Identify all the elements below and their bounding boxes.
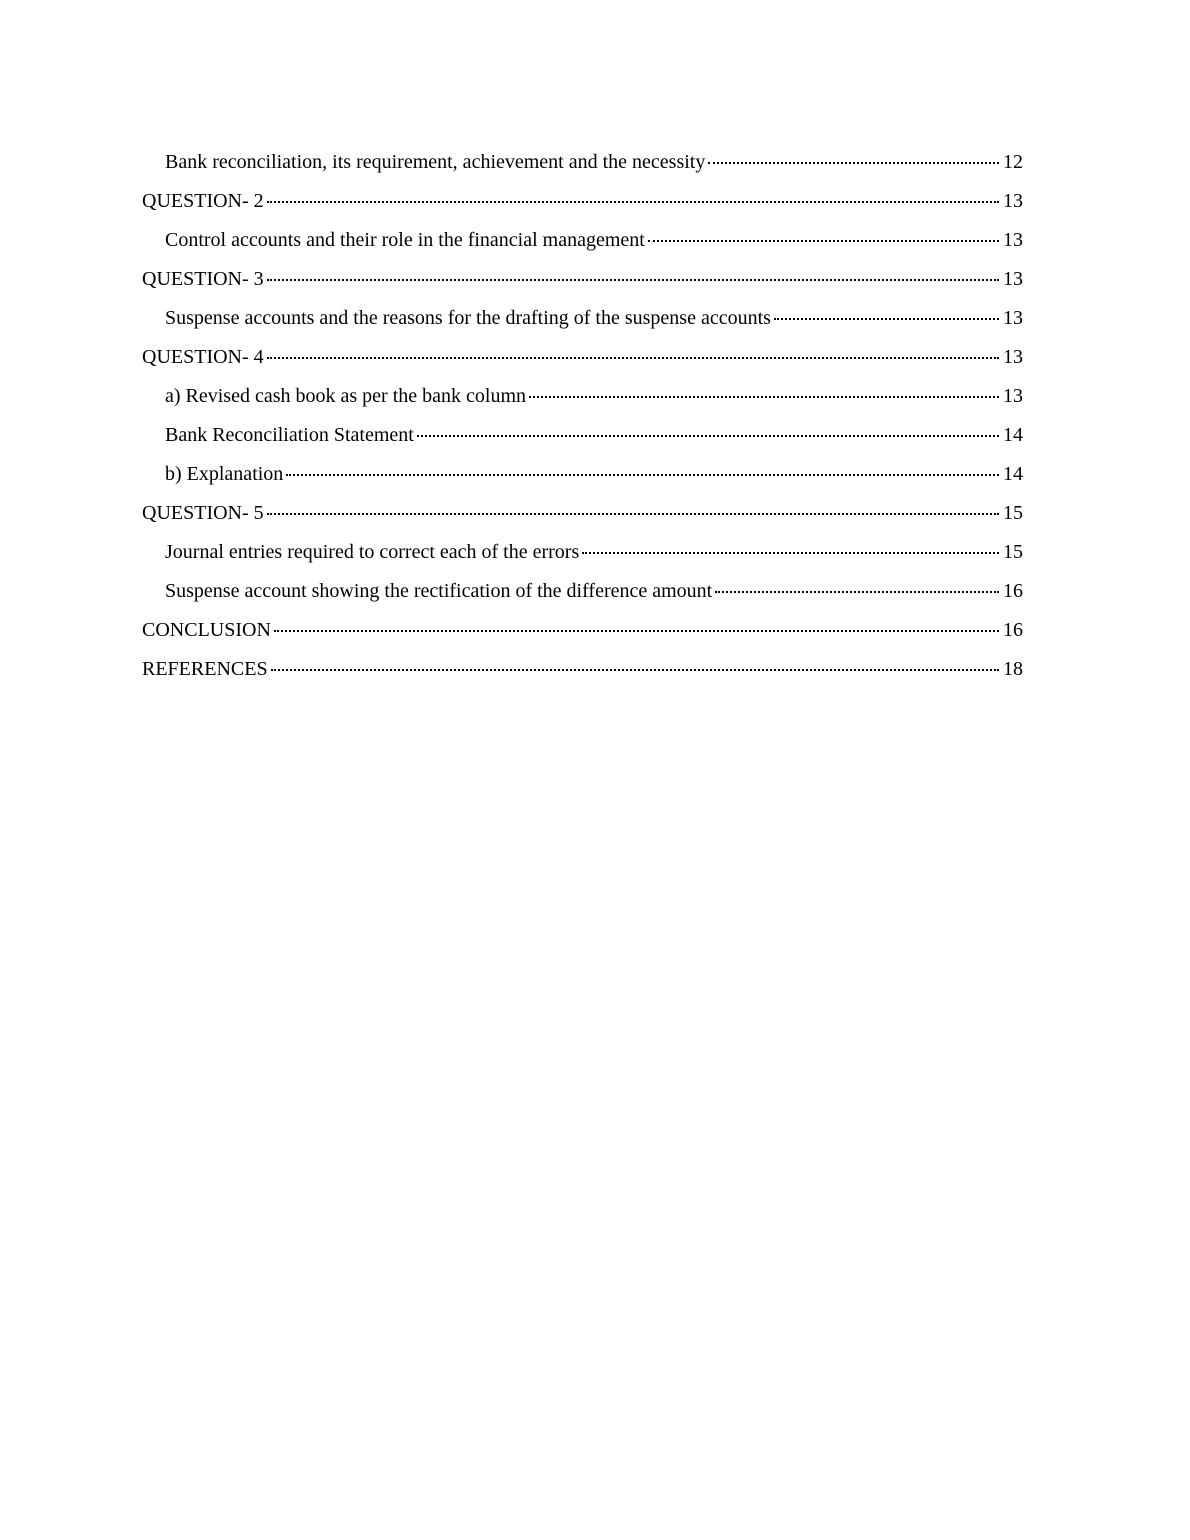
toc-entry-references[interactable] <box>142 650 1023 689</box>
toc-entry-control-accounts[interactable] <box>142 221 1023 260</box>
toc-entry-title: Control accounts and their role in the financial management <box>165 229 645 251</box>
toc-entry-title: Suspense account showing the rectification of the difference amount <box>165 580 713 602</box>
toc-entry-title: CONCLUSION <box>142 619 271 641</box>
toc-entry-question-5[interactable] <box>142 494 1023 533</box>
toc-entry-suspense-accounts-reasons[interactable] <box>142 299 1023 338</box>
toc-entry-title: QUESTION- 2 <box>142 190 264 212</box>
toc-entry-page-number: 13 <box>1003 307 1023 329</box>
toc-entry-title: Journal entries required to correct each of the errors <box>165 541 580 563</box>
toc-entry-title: Suspense accounts and the reasons for the drafting of the suspense accounts <box>165 307 771 329</box>
toc-dot-leader <box>267 513 999 515</box>
toc-entry-title: b) Explanation <box>165 463 284 485</box>
toc-entry-journal-entries[interactable] <box>142 533 1023 572</box>
toc-dot-leader <box>267 357 999 359</box>
toc-entry-page-number: 13 <box>1003 229 1023 251</box>
toc-dot-leader <box>774 318 999 320</box>
toc-entry-page-number: 13 <box>1003 346 1023 368</box>
toc-entry-explanation[interactable] <box>142 455 1023 494</box>
toc-entry-page-number: 12 <box>1003 151 1023 173</box>
toc-entry-page-number: 13 <box>1003 190 1023 212</box>
toc-entry-page-number: 16 <box>1003 619 1023 641</box>
toc-entry-page-number: 15 <box>1003 502 1023 524</box>
toc-entry-title: Bank Reconciliation Statement <box>165 424 414 446</box>
toc-entry-page-number: 14 <box>1003 424 1023 446</box>
toc-dot-leader <box>715 591 999 593</box>
toc-dot-leader <box>267 201 999 203</box>
toc-entry-title: QUESTION- 4 <box>142 346 264 368</box>
toc-entry-page-number: 13 <box>1003 268 1023 290</box>
toc-entry-page-number: 18 <box>1003 658 1023 680</box>
toc-dot-leader <box>274 630 999 632</box>
toc-entry-bank-reconciliation[interactable] <box>142 143 1023 182</box>
toc-entry-title: QUESTION- 5 <box>142 502 264 524</box>
toc-entry-question-3[interactable] <box>142 260 1023 299</box>
toc-dot-leader <box>417 435 999 437</box>
toc-entry-title: a) Revised cash book as per the bank column <box>165 385 527 407</box>
toc-entry-title: QUESTION- 3 <box>142 268 264 290</box>
toc-entry-bank-reconciliation-statement[interactable] <box>142 416 1023 455</box>
toc-entry-title: Bank reconciliation, its requirement, achievement and the necessity <box>165 151 706 173</box>
toc-dot-leader <box>582 552 999 554</box>
table-of-contents <box>142 143 1023 689</box>
toc-dot-leader <box>648 240 999 242</box>
toc-dot-leader <box>286 474 999 476</box>
toc-entry-suspense-account-rectification[interactable] <box>142 572 1023 611</box>
toc-entry-page-number: 15 <box>1003 541 1023 563</box>
toc-entry-question-2[interactable] <box>142 182 1023 221</box>
toc-entry-page-number: 13 <box>1003 385 1023 407</box>
toc-entry-page-number: 16 <box>1003 580 1023 602</box>
toc-dot-leader <box>271 669 999 671</box>
toc-entry-question-4[interactable] <box>142 338 1023 377</box>
toc-dot-leader <box>708 162 999 164</box>
toc-entry-revised-cash-book[interactable] <box>142 377 1023 416</box>
toc-entry-page-number: 14 <box>1003 463 1023 485</box>
toc-dot-leader <box>267 279 999 281</box>
toc-entry-conclusion[interactable] <box>142 611 1023 650</box>
toc-dot-leader <box>529 396 999 398</box>
toc-entry-title: REFERENCES <box>142 658 268 680</box>
